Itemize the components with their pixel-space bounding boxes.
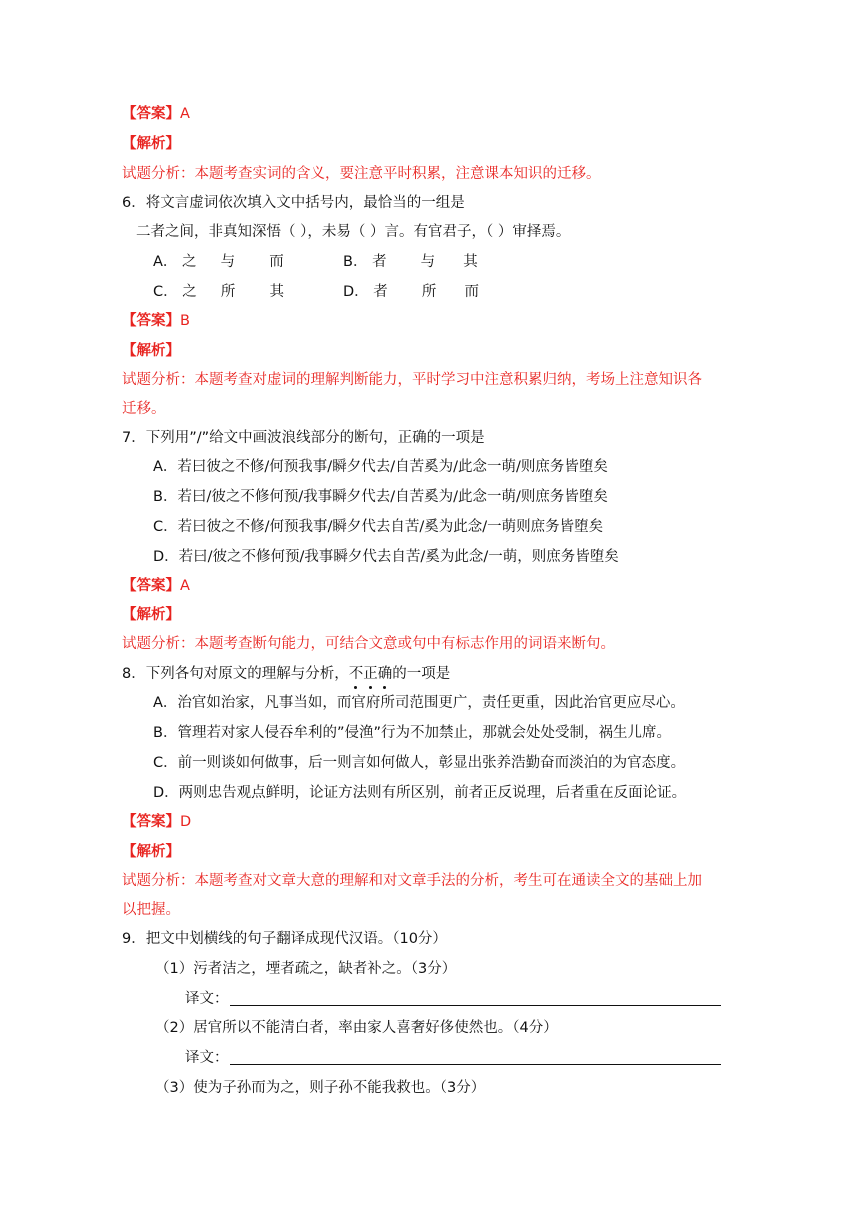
answer-value: A [180,106,190,122]
question-9-stem: 9．把文中划横线的句子翻译成现代汉语。（10分） [122,931,447,947]
analysis-text-cont: 迁移。 [122,401,166,417]
answer-tag: 【答案】 [122,313,180,329]
option-b [343,252,478,272]
emphasis-text: 不正确 [348,666,393,682]
option-word: 者 [373,284,388,300]
option-word: 与 [220,254,236,270]
analysis-text-cont: 以把握。 [122,902,180,918]
emphasis-dots [349,686,393,690]
translation-item-2: （2）居官所以不能清白者，率由家人喜奢好侈使然也。（4分） [155,1020,558,1036]
option-c: C．前一则谈如何做事，后一则言如何做人，彰显出张养浩勤奋而淡泊的为官态度。 [153,755,686,771]
answer-line [122,812,191,832]
answer-line [122,576,190,596]
analysis-text: 试题分析：本题考查实词的含义，要注意平时积累，注意课本知识的迁移。 [122,166,601,182]
stem-text: 的一项是 [392,666,451,682]
option-letter: A． [153,254,178,270]
answer-line [122,311,190,331]
translation-item-1: （1）污者洁之，堙者疏之，缺者补之。（3分） [155,961,457,977]
answer-value: B [180,313,190,329]
answer-line [122,104,190,124]
analysis-tag: 【解析】 [122,844,180,860]
option-d: D．两则忠告观点鲜明，论证方法则有所区别，前者正反说理，后者重在反面论证。 [153,785,687,801]
analysis-tag: 【解析】 [122,136,180,152]
option-letter: B． [343,254,368,270]
stem-text: 8．下列各句对原文的理解与分析， [122,666,349,682]
translation-answer-line[interactable] [230,1064,721,1065]
option-word: 之 [182,254,197,270]
option-word: 之 [182,284,197,300]
question-6-stem: 6．将文言虚词依次填入文中括号内，最恰当的一组是 [122,195,465,211]
option-a: A．治官如治家，凡事当如，而官府所司范围更广，责任更重，因此治官更应尽心。 [153,695,685,711]
option-b: B．管理若对家人侵吞牟利的”侵渔”行为不加禁止，那就会处处受制，祸生儿席。 [153,725,671,741]
option-word: 而 [464,284,479,300]
question-6-sentence: 二者之间，非真知深悟（ ），未易（ ）言。有官君子，（ ）审择焉。 [136,224,571,240]
option-word: 者 [372,254,387,270]
translation-item-3: （3）使为子孙而为之，则子孙不能我救也。（3分） [155,1080,486,1096]
option-d: D．若曰/彼之不修何预/我事瞬夕代去自苦/奚为此念/一萌，则庶务皆堕矣 [153,549,619,565]
question-8-stem [122,664,450,684]
option-d [343,282,479,302]
option-word: 其 [463,254,478,270]
analysis-tag: 【解析】 [122,607,180,623]
option-word: 与 [420,254,436,270]
emphasis-word [349,664,393,684]
option-b: B．若曰/彼之不修何预/我事瞬夕代去/自苦奚为/此念一萌/则庶务皆堕矣 [153,489,608,505]
answer-tag: 【答案】 [122,106,180,122]
analysis-text: 试题分析：本题考查对文章大意的理解和对文章手法的分析，考生可在通读全文的基础上加 [122,873,702,889]
option-word: 所 [220,284,236,300]
analysis-tag: 【解析】 [122,343,180,359]
analysis-text: 试题分析：本题考查对虚词的理解判断能力，平时学习中注意积累归纳，考场上注意知识各 [122,372,702,388]
analysis-text: 试题分析：本题考查断句能力，可结合文意或句中有标志作用的词语来断句。 [122,636,615,652]
option-word: 而 [269,254,284,270]
answer-value: D [180,814,192,830]
option-a: A．若曰彼之不修/何预我事/瞬夕代去/自苦奚为/此念一萌/则庶务皆堕矣 [153,459,608,475]
answer-tag: 【答案】 [122,578,180,594]
option-word: 其 [269,284,284,300]
translation-label: 译文： [185,991,229,1007]
answer-value: A [180,578,190,594]
option-a [153,252,284,272]
option-letter: C． [153,284,178,300]
translation-label: 译文： [185,1050,229,1066]
option-word: 所 [421,284,437,300]
answer-tag: 【答案】 [122,814,180,830]
translation-answer-line[interactable] [230,1005,721,1006]
option-letter: D． [343,284,369,300]
option-c [153,282,284,302]
option-c: C．若曰彼之不修/何预我事/瞬夕代去自苦/奚为此念/一萌则庶务皆堕矣 [153,519,604,535]
question-7-stem: 7．下列用”/”给文中画波浪线部分的断句，正确的一项是 [122,430,485,446]
